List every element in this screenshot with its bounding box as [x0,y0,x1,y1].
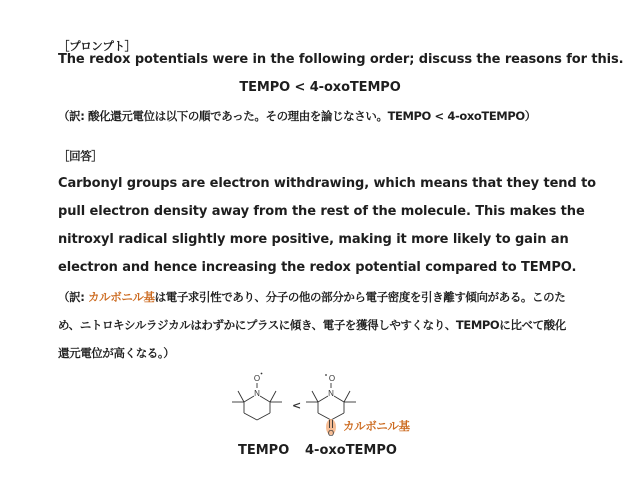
tempo-o-atom: O [253,374,261,383]
oxotempo-label: 4-oxoTEMPO [305,443,397,458]
answer-translation-line [58,289,565,305]
oxotempo-o-atom: O [328,374,336,383]
tempo-n-atom: N [254,389,260,398]
translation-prefix: （訳: [58,290,89,304]
radical-dot-icon [261,373,263,375]
oxotempo-n-atom: N [328,389,334,398]
translation-suffix: は電子求引性であり、分子の他の部分から電子密度を引き離す傾向がある。このた [154,290,566,304]
tempo-label: TEMPO [238,443,290,458]
comparison-symbol: < [292,399,302,412]
answer-translation-line: め、ニトロキシルラジカルはわずかにプラスに傾き、電子を獲得しやすくなり、TEMPOに比べて酸化 [58,318,566,332]
prompt-order: TEMPO < 4-oxoTEMPO [239,80,401,95]
answer-line: electron and hence increasing the redox potential compared to TEMPO. [58,260,577,275]
prompt-heading: ［プロンプト］ [58,39,136,53]
carbonyl-o-atom: O [327,429,335,438]
answer-line: nitroxyl radical slightly more positive, making it more likely to gain an [58,232,569,247]
answer-heading: ［回答］ [58,149,103,163]
answer-line: Carbonyl groups are electron withdrawing, which means that they tend to [58,176,597,191]
prompt-question: The redox potentials were in the following order; discuss the reasons for this. [58,52,624,67]
prompt-translation: （訳: 酸化還元電位は以下の順であった。その理由を論じなさい。TEMPO < 4-oxoTEMPO） [58,109,536,123]
answer-line: pull electron density away from the rest of the molecule. This makes the [58,204,585,219]
carbonyl-annotation: カルボニル基 [343,419,410,433]
answer-translation-line: 還元電位が高くなる。） [58,346,175,360]
radical-dot-icon [325,374,327,376]
carbonyl-highlight-text: カルボニル基 [88,290,155,304]
